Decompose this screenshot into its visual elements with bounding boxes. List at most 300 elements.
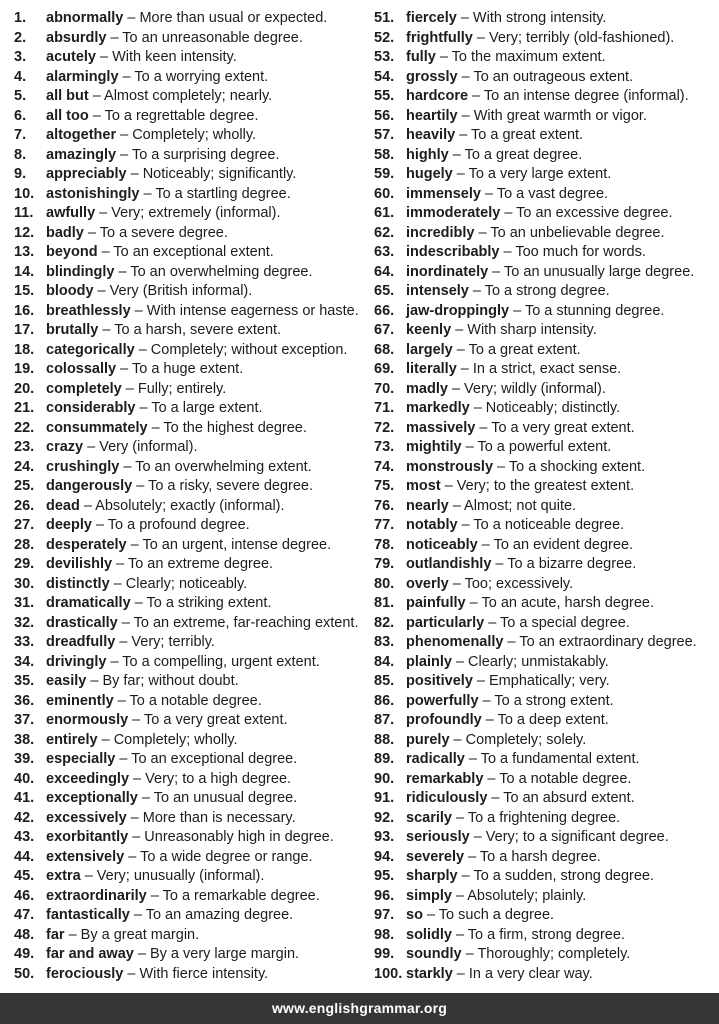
- item-word: crushingly: [46, 458, 120, 475]
- item-text: badly – To a severe degree.: [46, 224, 228, 241]
- item-word: far: [46, 926, 65, 943]
- item-number: 58.: [374, 146, 395, 163]
- item-number: 75.: [374, 478, 395, 494]
- item-text: incredibly – To an unbelievable degree.: [406, 224, 665, 241]
- list-item: [374, 945, 719, 965]
- item-text: entirely – Completely; wholly.: [46, 731, 238, 748]
- list-item: [374, 419, 719, 439]
- item-text: most – Very; to the greatest extent.: [406, 478, 635, 494]
- list-item: [374, 458, 719, 478]
- item-text: largely – To a great extent.: [406, 341, 581, 358]
- item-text: altogether – Completely; wholly.: [46, 127, 257, 143]
- list-item: [374, 906, 719, 926]
- item-word: all too: [46, 107, 89, 124]
- item-word: especially: [46, 751, 116, 767]
- item-text: highly – To a great degree.: [406, 146, 583, 163]
- item-number: 68.: [374, 341, 395, 358]
- item-word: markedly: [406, 400, 470, 416]
- item-number: 11.: [14, 205, 34, 221]
- item-number: 39.: [14, 751, 35, 767]
- item-text: soundly – Thoroughly; completely.: [406, 946, 631, 962]
- item-word: exceptionally: [46, 790, 138, 806]
- item-text: colossally – To a huge extent.: [46, 361, 244, 377]
- list-item: [14, 204, 360, 224]
- item-word: appreciably: [46, 166, 127, 182]
- item-text: ridiculously – To an absurd extent.: [406, 790, 635, 806]
- list-item: [374, 87, 719, 107]
- list-item: [374, 399, 719, 419]
- item-text: drivingly – To a compelling, urgent extent.: [46, 653, 320, 670]
- item-number: 72.: [374, 419, 395, 436]
- item-word: painfully: [406, 595, 466, 611]
- item-word: entirely: [46, 731, 98, 748]
- item-number: 35.: [14, 673, 35, 689]
- item-word: dead: [46, 497, 80, 514]
- item-text: simply – Absolutely; plainly.: [406, 887, 587, 904]
- item-number: 80.: [374, 575, 395, 592]
- item-text: bloody – Very (British informal).: [46, 283, 253, 299]
- item-word: incredibly: [406, 224, 475, 241]
- list-item: [14, 945, 360, 965]
- item-text: beyond – To an exceptional extent.: [46, 244, 274, 260]
- item-number: 83.: [374, 634, 395, 650]
- list-item: [14, 29, 360, 49]
- list-item: [14, 575, 360, 595]
- item-text: ferociously – With fierce intensity.: [46, 965, 269, 982]
- item-word: breathlessly: [46, 302, 131, 319]
- item-text: consummately – To the highest degree.: [46, 419, 307, 436]
- item-number: 44.: [14, 848, 35, 865]
- item-word: desperately: [46, 536, 127, 553]
- list-item: [374, 360, 719, 380]
- item-number: 2.: [14, 29, 27, 46]
- item-text: abnormally – More than usual or expected.: [46, 10, 328, 26]
- item-text: keenly – With sharp intensity.: [406, 322, 597, 338]
- list-item: [14, 926, 360, 946]
- list-item: [374, 750, 719, 770]
- item-number: 70.: [374, 380, 395, 397]
- item-text: completely – Fully; entirely.: [46, 380, 227, 397]
- item-number: 31.: [14, 595, 35, 611]
- item-number: 5.: [14, 88, 27, 104]
- item-number: 91.: [374, 790, 395, 806]
- item-number: 18.: [14, 341, 35, 358]
- item-text: hugely – To a very large extent.: [406, 166, 612, 182]
- list-column-left: [14, 9, 360, 984]
- list-item: [14, 692, 360, 712]
- item-text: indescribably – Too much for words.: [406, 244, 646, 260]
- item-word: extensively: [46, 848, 125, 865]
- item-word: exorbitantly: [46, 829, 129, 845]
- item-text: heartily – With great warmth or vigor.: [406, 107, 647, 124]
- item-number: 93.: [374, 829, 395, 845]
- list-item: [14, 536, 360, 556]
- list-item: [14, 321, 360, 341]
- list-item: [14, 672, 360, 692]
- list-item: [14, 243, 360, 263]
- item-number: 90.: [374, 770, 395, 787]
- item-word: heavily: [406, 127, 456, 143]
- item-number: 7.: [14, 127, 27, 143]
- item-number: 96.: [374, 887, 395, 904]
- item-text: jaw-droppingly – To a stunning degree.: [406, 302, 665, 319]
- item-text: excessively – More than is necessary.: [46, 809, 296, 826]
- item-word: excessively: [46, 809, 127, 826]
- list-item: [374, 48, 719, 68]
- item-number: 16.: [14, 302, 35, 319]
- list-item: [14, 458, 360, 478]
- item-word: purely: [406, 731, 450, 748]
- item-word: highly: [406, 146, 449, 163]
- item-text: frightfully – Very; terribly (old-fashioned).: [406, 29, 675, 46]
- list-item: [14, 867, 360, 887]
- item-word: fiercely: [406, 10, 457, 26]
- list-item: [14, 341, 360, 361]
- item-number: 27.: [14, 517, 35, 533]
- item-number: 56.: [374, 107, 395, 124]
- item-word: solidly: [406, 926, 452, 943]
- item-number: 8.: [14, 146, 27, 163]
- item-text: scarily – To a frightening degree.: [406, 809, 621, 826]
- list-item: [14, 789, 360, 809]
- item-number: 86.: [374, 692, 395, 709]
- item-word: acutely: [46, 49, 96, 65]
- list-item: [14, 438, 360, 458]
- list-item: [14, 87, 360, 107]
- list-item: [374, 672, 719, 692]
- item-number: 88.: [374, 731, 395, 748]
- list-item: [14, 711, 360, 731]
- list-item: [374, 68, 719, 88]
- item-text: appreciably – Noticeably; significantly.: [46, 166, 297, 182]
- item-text: painfully – To an acute, harsh degree.: [406, 595, 654, 611]
- item-word: heartily: [406, 107, 458, 124]
- item-text: acutely – With keen intensity.: [46, 49, 237, 65]
- list-item: [14, 146, 360, 166]
- item-text: fiercely – With strong intensity.: [406, 10, 607, 26]
- item-text: so – To such a degree.: [406, 907, 555, 923]
- item-number: 66.: [374, 302, 395, 319]
- item-number: 94.: [374, 848, 395, 865]
- item-text: literally – In a strict, exact sense.: [406, 361, 622, 377]
- item-text: nearly – Almost; not quite.: [406, 497, 577, 514]
- item-number: 36.: [14, 692, 35, 709]
- list-item: [374, 263, 719, 283]
- item-number: 1.: [14, 10, 27, 26]
- item-word: noticeably: [406, 536, 478, 553]
- item-text: exceedingly – Very; to a high degree.: [46, 770, 292, 787]
- item-text: brutally – To a harsh, severe extent.: [46, 322, 282, 338]
- item-word: grossly: [406, 68, 458, 85]
- item-word: seriously: [406, 829, 470, 845]
- list-item: [374, 204, 719, 224]
- item-word: starkly: [406, 965, 453, 982]
- item-number: 84.: [374, 653, 395, 670]
- item-text: phenomenally – To an extraordinary degree.: [406, 634, 697, 650]
- item-number: 32.: [14, 614, 35, 631]
- item-number: 6.: [14, 107, 27, 124]
- list-item: [374, 789, 719, 809]
- item-text: particularly – To a special degree.: [406, 614, 630, 631]
- list-item: [374, 477, 719, 497]
- item-number: 34.: [14, 653, 35, 670]
- item-number: 60.: [374, 185, 395, 202]
- item-word: remarkably: [406, 770, 484, 787]
- item-number: 46.: [14, 887, 35, 904]
- item-text: monstrously – To a shocking extent.: [406, 458, 646, 475]
- item-word: largely: [406, 341, 453, 358]
- list-item: [14, 828, 360, 848]
- item-number: 29.: [14, 556, 35, 572]
- item-number: 4.: [14, 68, 27, 85]
- item-number: 33.: [14, 634, 35, 650]
- item-number: 14.: [14, 263, 35, 280]
- item-text: grossly – To an outrageous extent.: [406, 68, 634, 85]
- item-word: overly: [406, 575, 449, 592]
- item-word: monstrously: [406, 458, 494, 475]
- item-number: 99.: [374, 946, 395, 962]
- item-text: powerfully – To a strong extent.: [406, 692, 614, 709]
- item-text: immensely – To a vast degree.: [406, 185, 609, 202]
- list-item: [14, 516, 360, 536]
- item-text: notably – To a noticeable degree.: [406, 517, 625, 533]
- item-word: scarily: [406, 809, 452, 826]
- list-item: [14, 185, 360, 205]
- item-number: 51.: [374, 10, 395, 26]
- item-text: hardcore – To an intense degree (informal).: [406, 88, 689, 104]
- item-text: blindingly – To an overwhelming degree.: [46, 263, 313, 280]
- item-word: altogether: [46, 127, 117, 143]
- list-item: [374, 965, 719, 985]
- item-word: hardcore: [406, 88, 469, 104]
- item-text: deeply – To a profound degree.: [46, 517, 250, 533]
- list-item: [374, 185, 719, 205]
- item-number: 49.: [14, 946, 35, 962]
- item-text: noticeably – To an evident degree.: [406, 536, 634, 553]
- item-word: devilishly: [46, 556, 113, 572]
- list-item: [374, 29, 719, 49]
- list-item: [374, 692, 719, 712]
- item-word: exceedingly: [46, 770, 130, 787]
- item-number: 22.: [14, 419, 35, 436]
- item-word: phenomenally: [406, 634, 504, 650]
- item-text: amazingly – To a surprising degree.: [46, 146, 280, 163]
- list-item: [14, 887, 360, 907]
- item-number: 17.: [14, 322, 35, 338]
- item-number: 47.: [14, 907, 35, 923]
- item-word: intensely: [406, 283, 469, 299]
- item-text: markedly – Noticeably; distinctly.: [406, 400, 621, 416]
- item-word: drivingly: [46, 653, 107, 670]
- item-word: literally: [406, 361, 457, 377]
- item-word: awfully: [46, 205, 96, 221]
- list-item: [14, 653, 360, 673]
- list-item: [14, 555, 360, 575]
- item-number: 73.: [374, 439, 395, 455]
- list-item: [374, 9, 719, 29]
- item-word: colossally: [46, 361, 117, 377]
- item-word: blindingly: [46, 263, 115, 280]
- item-word: notably: [406, 517, 458, 533]
- item-word: immoderately: [406, 205, 501, 221]
- list-item: [374, 614, 719, 634]
- list-item: [374, 438, 719, 458]
- item-word: profoundly: [406, 712, 482, 728]
- item-number: 48.: [14, 926, 35, 943]
- list-item: [374, 224, 719, 244]
- list-item: [374, 516, 719, 536]
- item-number: 41.: [14, 790, 35, 806]
- list-item: [374, 321, 719, 341]
- item-word: ferociously: [46, 965, 124, 982]
- item-text: dramatically – To a striking extent.: [46, 595, 272, 611]
- item-text: overly – Too; excessively.: [406, 575, 574, 592]
- item-number: 38.: [14, 731, 35, 748]
- item-number: 30.: [14, 575, 35, 592]
- item-text: devilishly – To an extreme degree.: [46, 556, 274, 572]
- item-word: sharply: [406, 868, 458, 884]
- item-word: ridiculously: [406, 790, 488, 806]
- item-word: distinctly: [46, 575, 110, 592]
- item-text: mightily – To a powerful extent.: [406, 439, 612, 455]
- item-number: 42.: [14, 809, 35, 826]
- item-word: immensely: [406, 185, 481, 202]
- item-number: 13.: [14, 244, 35, 260]
- item-number: 89.: [374, 751, 395, 767]
- item-word: massively: [406, 419, 476, 436]
- item-word: extra: [46, 868, 81, 884]
- item-word: soundly: [406, 946, 462, 962]
- item-word: deeply: [46, 517, 92, 533]
- list-item: [14, 809, 360, 829]
- item-text: profoundly – To a deep extent.: [406, 712, 609, 728]
- item-word: abnormally: [46, 10, 124, 26]
- item-number: 95.: [374, 868, 395, 884]
- list-item: [14, 614, 360, 634]
- list-item: [374, 302, 719, 322]
- item-number: 76.: [374, 497, 395, 514]
- list-item: [14, 770, 360, 790]
- item-word: completely: [46, 380, 122, 397]
- item-number: 43.: [14, 829, 35, 845]
- item-word: brutally: [46, 322, 99, 338]
- item-number: 40.: [14, 770, 35, 787]
- list-item: [374, 926, 719, 946]
- item-word: considerably: [46, 400, 136, 416]
- list-item: [14, 848, 360, 868]
- item-word: dramatically: [46, 595, 131, 611]
- list-column-right: [374, 9, 719, 984]
- list-item: [374, 848, 719, 868]
- item-number: 100.: [374, 965, 403, 982]
- item-word: extraordinarily: [46, 887, 147, 904]
- item-word: outlandishly: [406, 556, 492, 572]
- item-number: 3.: [14, 49, 27, 65]
- list-item: [374, 536, 719, 556]
- item-number: 54.: [374, 68, 395, 85]
- item-text: desperately – To an urgent, intense degree.: [46, 536, 332, 553]
- item-word: so: [406, 907, 423, 923]
- list-item: [14, 263, 360, 283]
- item-number: 97.: [374, 907, 395, 923]
- item-word: frightfully: [406, 29, 473, 46]
- list-item: [14, 399, 360, 419]
- item-word: easily: [46, 673, 87, 689]
- item-word: hugely: [406, 166, 453, 182]
- list-item: [374, 887, 719, 907]
- item-text: extraordinarily – To a remarkable degree.: [46, 887, 320, 904]
- item-number: 50.: [14, 965, 35, 982]
- list-item: [374, 126, 719, 146]
- item-text: all too – To a regrettable degree.: [46, 107, 259, 124]
- item-number: 37.: [14, 712, 35, 728]
- item-word: keenly: [406, 322, 452, 338]
- list-item: [374, 770, 719, 790]
- item-number: 98.: [374, 926, 395, 943]
- item-text: far – By a great margin.: [46, 926, 200, 943]
- item-word: crazy: [46, 439, 84, 455]
- item-number: 26.: [14, 497, 35, 514]
- item-text: dangerously – To a risky, severe degree.: [46, 478, 314, 494]
- list-item: [14, 360, 360, 380]
- item-text: extra – Very; unusually (informal).: [46, 868, 265, 884]
- item-number: 82.: [374, 614, 395, 631]
- item-number: 92.: [374, 809, 395, 826]
- list-item: [374, 731, 719, 751]
- item-word: drastically: [46, 614, 118, 631]
- item-number: 10.: [14, 185, 35, 202]
- item-number: 20.: [14, 380, 35, 397]
- item-word: astonishingly: [46, 185, 140, 202]
- item-word: fantastically: [46, 907, 130, 923]
- list-item: [374, 555, 719, 575]
- item-number: 9.: [14, 166, 27, 182]
- list-item: [14, 477, 360, 497]
- list-item: [374, 809, 719, 829]
- item-text: enormously – To a very great extent.: [46, 712, 288, 728]
- item-number: 74.: [374, 458, 395, 475]
- item-word: consummately: [46, 419, 148, 436]
- list-item: [14, 302, 360, 322]
- item-number: 62.: [374, 224, 395, 241]
- item-text: alarmingly – To a worrying extent.: [46, 68, 269, 85]
- list-item: [14, 906, 360, 926]
- list-item: [14, 224, 360, 244]
- item-text: distinctly – Clearly; noticeably.: [46, 575, 248, 592]
- item-word: dreadfully: [46, 634, 116, 650]
- item-word: indescribably: [406, 244, 500, 260]
- item-number: 78.: [374, 536, 395, 553]
- item-word: positively: [406, 673, 473, 689]
- footer-bar: [0, 993, 719, 1024]
- item-text: dead – Absolutely; exactly (informal).: [46, 497, 285, 514]
- item-word: severely: [406, 848, 465, 865]
- item-word: radically: [406, 751, 465, 767]
- list-item: [14, 48, 360, 68]
- item-number: 53.: [374, 49, 395, 65]
- item-word: far and away: [46, 946, 134, 962]
- item-text: purely – Completely; solely.: [406, 731, 587, 748]
- item-number: 59.: [374, 166, 395, 182]
- item-number: 61.: [374, 205, 395, 221]
- item-word: plainly: [406, 653, 452, 670]
- list-item: [374, 653, 719, 673]
- item-number: 21.: [14, 400, 35, 416]
- list-item: [14, 282, 360, 302]
- item-word: mightily: [406, 439, 462, 455]
- item-text: inordinately – To an unusually large degree.: [406, 263, 695, 280]
- list-item: [14, 750, 360, 770]
